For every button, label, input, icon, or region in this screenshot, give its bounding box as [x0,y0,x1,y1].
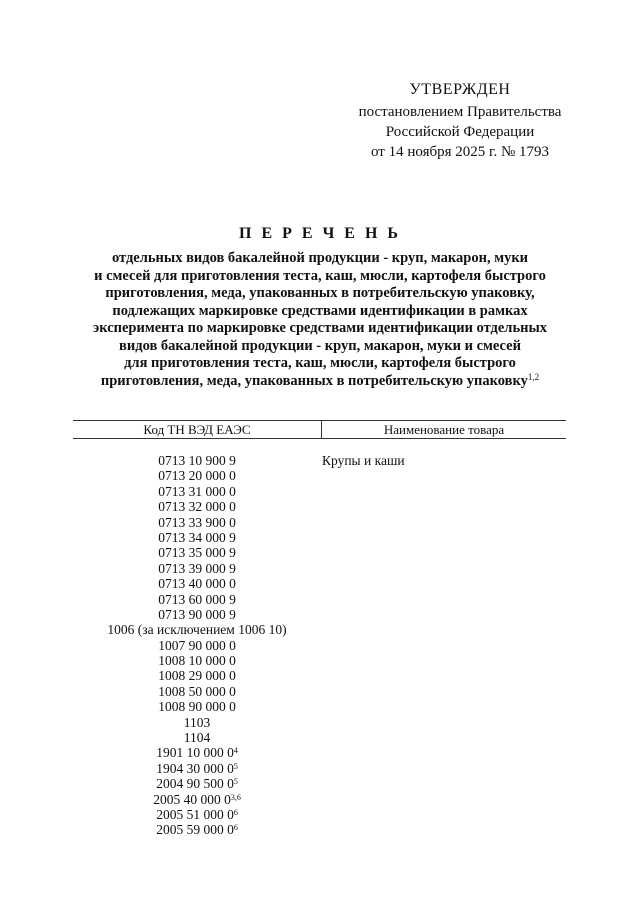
description-line: видов бакалейной продукции - круп, макарон, муки и смесей [119,337,521,354]
table-row [73,545,321,560]
hs-code: 0713 39 000 9 [158,560,236,576]
hs-code: 2004 90 500 0 [156,776,234,792]
table-row [73,484,321,499]
description-line: подлежащих маркировке средствами идентификации в рамках [112,302,528,319]
table-header [73,420,566,439]
hs-code: 1008 10 000 0 [158,653,236,669]
document-description [70,250,570,390]
hs-code: 1104 [183,730,211,746]
code-footnote: 6 [233,823,238,833]
table-row [73,807,321,822]
hs-code: 0713 35 000 9 [158,545,236,561]
approval-block [340,80,580,162]
description-footnote: 1,2 [527,371,540,382]
hs-code: 1008 90 000 0 [158,699,236,715]
code-footnote: 3,6 [230,792,241,802]
description-line: эксперимента по маркировке средствами идентификации отдельных [92,320,548,336]
table-row [73,653,321,668]
table-row [73,592,321,607]
hs-code: 1006 (за исключением 1006 10) [107,622,287,638]
table-row [73,622,321,637]
table-row [73,792,321,807]
code-footnote: 5 [233,761,238,771]
code-footnote: 4 [233,746,238,756]
table-row [73,468,321,483]
hs-code: 0713 34 000 9 [158,529,236,545]
description-line-last [70,373,570,391]
table-row [73,684,321,699]
hs-code: 2005 40 000 0 [153,791,231,807]
table-row [73,822,321,837]
hs-code: 1008 29 000 0 [158,668,236,684]
approval-line-1: постановлением Правительства [358,104,562,120]
document-heading: П Е Р Е Ч Е Н Ь [239,225,401,242]
code-footnote: 6 [233,807,238,817]
hs-code: 0713 10 900 9 [158,453,236,468]
description-line: для приготовления теста, каш, мюсли, картофеля быстрого [124,355,516,371]
approval-line-3: от 14 ноября 2025 г. № 1793 [370,144,550,160]
column-header-code: Код ТН ВЭД ЕАЭС [73,421,322,438]
hs-code: 0713 90 000 9 [158,606,236,622]
table-row [73,745,321,760]
hs-code: 0713 20 000 0 [158,468,236,484]
description-line: приготовления, меда, упакованных в потребительскую упаковку, [105,285,535,301]
table-row [73,576,321,591]
table-row [73,530,321,545]
hs-code: 2005 59 000 0 [156,822,234,838]
hs-code: 0713 40 000 0 [158,576,236,592]
table-row [73,715,321,730]
table-row [73,638,321,653]
table-row [73,699,321,714]
hs-code: 1007 90 000 0 [158,637,236,653]
hs-code: 2005 51 000 0 [156,806,234,822]
table-row [73,499,321,514]
hs-code: 0713 60 000 9 [158,591,236,607]
code-footnote: 5 [233,777,238,787]
description-line-text: приготовления, меда, упакованных в потребительскую упаковку [100,372,528,389]
table-row [73,730,321,745]
hs-code: 0713 33 900 0 [158,514,236,530]
column-header-name: Наименование товара [383,422,505,437]
hs-code: 0713 32 000 0 [158,499,236,515]
hs-code: 1901 10 000 0 [156,745,234,761]
approval-line-2: Российской Федерации [385,124,535,140]
table-row [73,561,321,576]
product-name: Крупы и каши [322,453,405,468]
description-line: отдельных видов бакалейной продукции - круп, макарон, муки [111,250,529,266]
description-line: и смесей для приготовления теста, каш, мюсли, картофеля быстрого [94,267,546,284]
table-row [73,761,321,776]
hs-code: 0713 31 000 0 [158,483,236,499]
table-row [73,515,321,530]
hs-code: 1008 50 000 0 [158,683,236,699]
table-row [73,453,321,468]
hs-code: 1103 [183,714,211,730]
table-row [73,668,321,683]
approval-title: УТВЕРЖДЕН [409,81,511,98]
code-list [73,453,321,838]
table-row [73,776,321,791]
hs-code: 1904 30 000 0 [156,760,234,776]
table-row [73,607,321,622]
